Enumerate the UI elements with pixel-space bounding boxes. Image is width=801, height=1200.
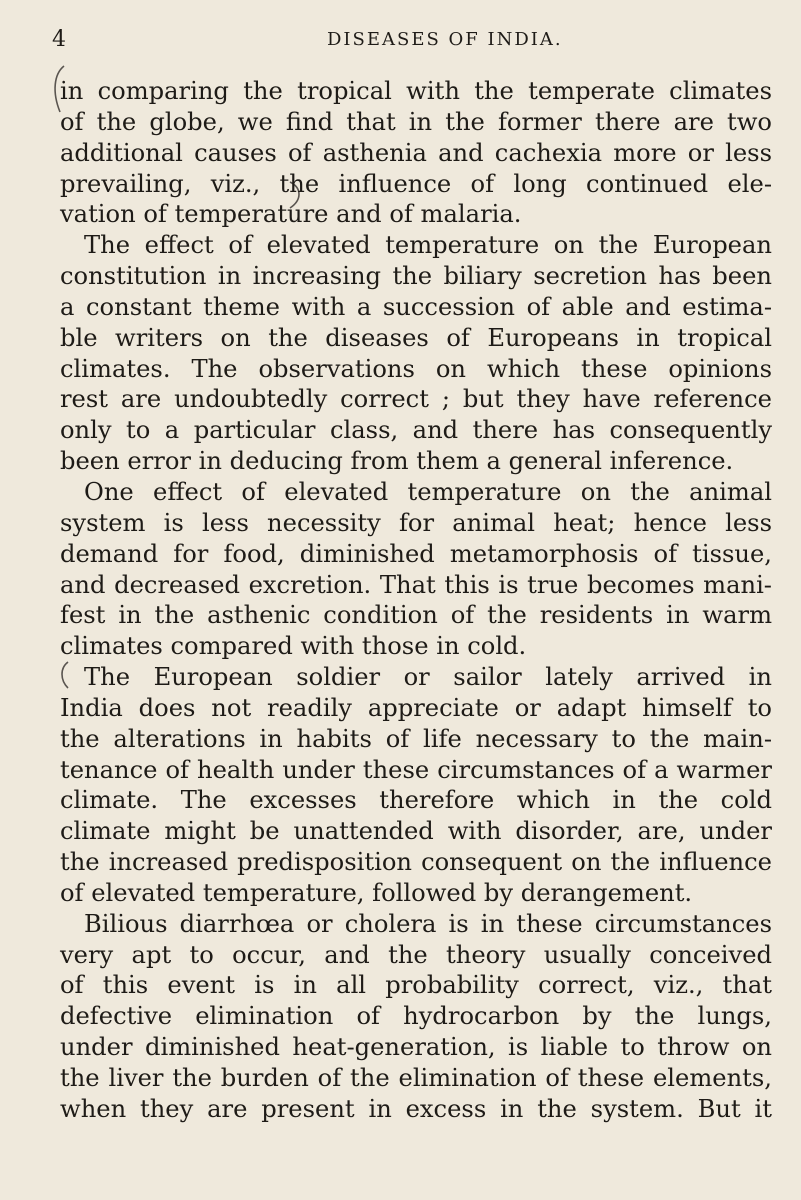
body-text: [60, 76, 772, 1125]
text-line: One effect of elevated temperature on the animal: [84, 477, 772, 506]
text-line: Bilious diarrhœa or cholera is in these circumstances: [84, 909, 772, 938]
text-line: of elevated temperature, followed by derangement.: [60, 878, 693, 907]
text-line: only to a particular class, and there has consequently: [60, 416, 772, 445]
text-line: the liver the burden of the elimination of these elements,: [60, 1064, 772, 1092]
text-line: been error in deducing from them a general inference.: [60, 447, 734, 476]
text-line: climates compared with those in cold.: [60, 632, 527, 661]
text-line: vation of temperature and of malaria.: [60, 200, 522, 229]
text-line: very apt to occur, and the theory usually conceived: [60, 940, 772, 969]
text-line: The effect of elevated temperature on the European: [84, 231, 772, 260]
text-line: fest in the asthenic condition of the residents in warm: [60, 601, 772, 630]
running-title: DISEASES OF INDIA.: [327, 29, 563, 50]
text-line: ble writers on the diseases of Europeans in tropical: [60, 323, 772, 352]
text-line: and decreased excretion. That this is true becomes mani-: [60, 570, 772, 599]
text-line: when they are present in excess in the system. But it: [60, 1094, 772, 1123]
text-line: climate might be unattended with disorder, are, under: [60, 817, 772, 846]
text-line: of the globe, we find that in the former there are two: [60, 107, 772, 136]
text-line: system is less necessity for animal heat; hence less: [60, 508, 772, 537]
text-line: under diminished heat-generation, is liable to throw on: [60, 1033, 772, 1062]
text-line: The European soldier or sailor lately arrived in: [84, 663, 772, 692]
text-line: tenance of health under these circumstances of a warmer: [60, 755, 772, 784]
text-line: demand for food, diminished metamorphosis of tissue,: [60, 539, 772, 568]
text-line: climate. The excesses therefore which in the cold: [60, 786, 772, 815]
text-line: India does not readily appreciate or adapt himself to: [60, 693, 772, 722]
text-line: the increased predisposition consequent on the influence: [60, 848, 772, 877]
text-line: climates. The observations on which these opinions: [60, 354, 772, 383]
text-line: prevailing, viz., the influence of long continued ele-: [60, 169, 772, 198]
text-line: constitution in increasing the biliary secretion has been: [60, 262, 772, 291]
text-line: the alterations in habits of life necessary to the main-: [60, 724, 772, 753]
text-line: additional causes of asthenia and cachexia more or less: [60, 138, 772, 167]
page-number: 4: [52, 27, 66, 52]
text-line: of this event is in all probability correct, viz., that: [60, 971, 772, 1000]
running-head: [52, 27, 772, 57]
text-line: a constant theme with a succession of able and estima-: [60, 292, 772, 321]
text-line: in comparing the tropical with the temperate climates: [60, 77, 772, 105]
text-line: defective elimination of hydrocarbon by the lungs,: [60, 1002, 772, 1031]
text-line: rest are undoubtedly correct ; but they have reference: [60, 385, 772, 414]
